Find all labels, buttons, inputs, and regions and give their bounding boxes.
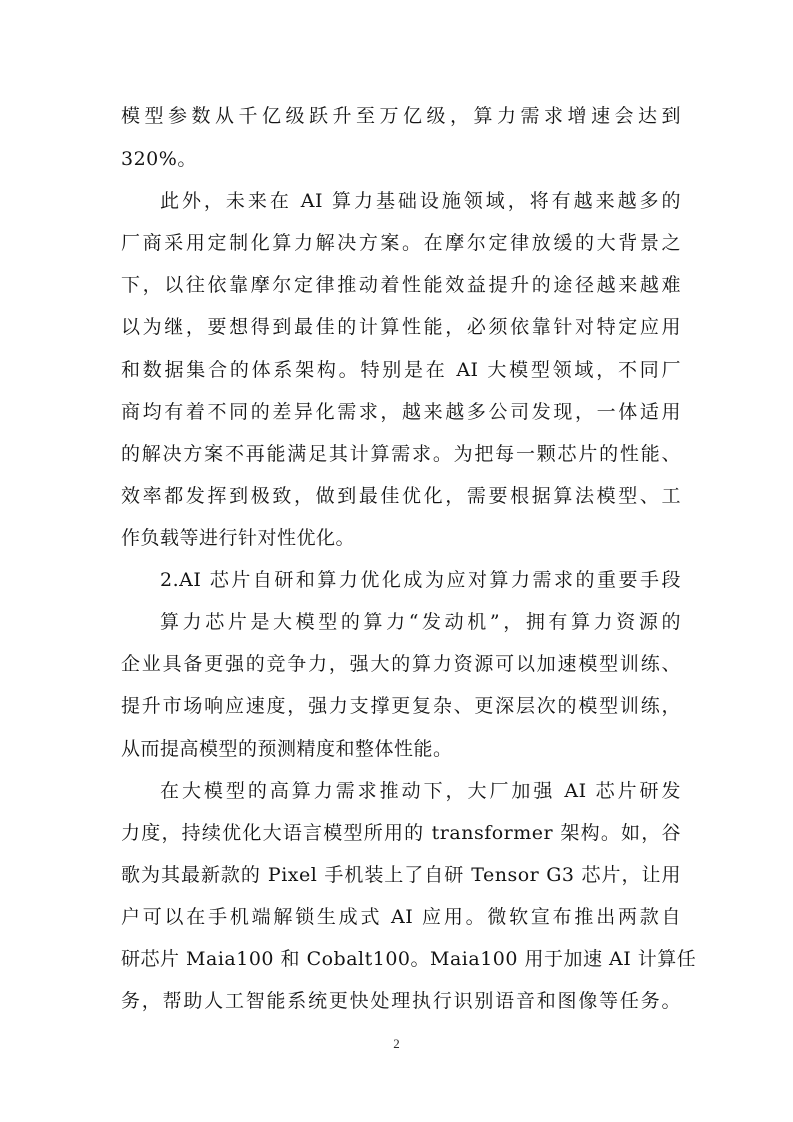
text-line: 提升市场响应速度，强力支撑更复杂、更深层次的模型训练， [121,695,681,717]
text-line: 320%。 [121,148,197,170]
text-line: 企业具备更强的竞争力，强大的算力资源可以加速模型训练、 [121,653,681,675]
text-line: 务，帮助人工智能系统更快处理执行识别语音和图像等任务。 [121,990,681,1012]
text-line: 模型参数从千亿级跃升至万亿级，算力需求增速会达到 [121,105,681,127]
text-line: 从而提高模型的预测精度和整体性能。 [121,738,453,760]
text-line: 力度，持续优化大语言模型所用的 transformer 架构。如，谷 [121,822,681,844]
text-line: 厂商采用定制化算力解决方案。在摩尔定律放缓的大背景之 [121,232,681,254]
text-line: 商均有着不同的差异化需求，越来越多公司发现，一体适用 [121,401,681,423]
text-line: 作负载等进行针对性优化。 [121,527,356,549]
text-line: 效率都发挥到极致，做到最佳优化，需要根据算法模型、工 [121,485,681,507]
section-heading: 2.AI 芯片自研和算力优化成为应对算力需求的重要手段 [160,569,681,591]
text-line: 下，以往依靠摩尔定律推动着性能效益提升的途径越来越难 [121,274,681,296]
text-line: 和数据集合的体系架构。特别是在 AI 大模型领域，不同厂 [121,359,681,381]
paragraph-first-line: 算力芯片是大模型的算力“发动机”，拥有算力资源的 [160,611,681,633]
text-line: 的解决方案不再能满足其计算需求。为把每一颗芯片的性能、 [121,443,681,465]
text-line: 歌为其最新款的 Pixel 手机装上了自研 Tensor G3 芯片，让用 [121,864,681,886]
text-line: 以为继，要想得到最佳的计算性能，必须依靠针对特定应用 [121,316,681,338]
paragraph-first-line: 在大模型的高算力需求推动下，大厂加强 AI 芯片研发 [160,780,681,802]
paragraph-first-line: 此外，未来在 AI 算力基础设施领域，将有越来越多的 [160,190,681,212]
text-line: 研芯片 Maia100 和 Cobalt100。Maia100 用于加速 AI 计算任 [121,948,697,970]
page-number: 2 [393,1036,400,1051]
text-line: 户可以在手机端解锁生成式 AI 应用。微软宣布推出两款自 [121,906,681,928]
